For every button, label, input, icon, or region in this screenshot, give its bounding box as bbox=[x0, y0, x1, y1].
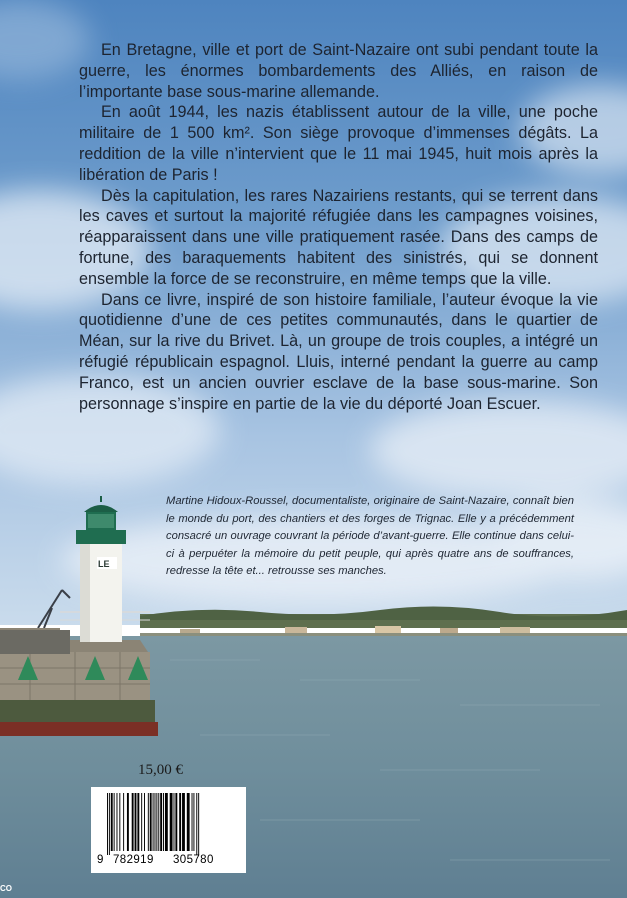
synopsis-paragraph-1: En Bretagne, ville et port de Saint-Nazaire ont subi pendant toute la guerre, les énormes bombardements des Alliés, en raison de l’importante base sous-marine allemande. bbox=[79, 41, 598, 101]
isbn-left-group: 782919 bbox=[113, 854, 154, 866]
barcode-bar bbox=[123, 793, 124, 851]
barcode-bar bbox=[187, 793, 190, 851]
isbn-digits bbox=[91, 854, 246, 868]
barcode-bar bbox=[117, 793, 118, 851]
price: 15,00 € bbox=[138, 762, 183, 778]
barcode-bar bbox=[198, 793, 199, 855]
lighthouse-sign: LE bbox=[98, 559, 110, 569]
barcode-bar bbox=[165, 793, 168, 851]
synopsis-paragraph-3: Dès la capitulation, les rares Nazairiens restants, qui se terrent dans les caves et surtout la majorité réfugiée dans les campagnes voisines, réapparaissent dans une ville pratiquement rasée. Dans des camps de fortune, des baraquements habitent des sinistrés, qui se donnent ensemble la force de se reconstruire, en même temps que la ville. bbox=[79, 186, 598, 288]
barcode-bar bbox=[141, 793, 142, 851]
barcode-bar bbox=[132, 793, 134, 851]
barcode-bar bbox=[114, 793, 115, 851]
barcode-bar bbox=[156, 793, 157, 851]
barcode-bar bbox=[192, 793, 193, 851]
synopsis bbox=[79, 40, 598, 414]
barcode-bar bbox=[182, 793, 185, 851]
barcode-bar bbox=[153, 793, 154, 851]
synopsis-paragraph-2: En août 1944, les nazis établissent autour de la ville, une poche militaire de 1 500 km². Son siège provoque d’immenses dégâts. La reddition de la ville n’intervient que le 11 mai 1945, huit mois après la libération de Paris ! bbox=[79, 103, 598, 184]
barcode-bar bbox=[109, 793, 110, 855]
barcode-bar bbox=[170, 793, 173, 851]
barcode-bar bbox=[158, 793, 159, 851]
author-bio: Martine Hidoux-Roussel, documentaliste, originaire de Saint-Nazaire, connaît bien le monde du port, des chantiers et des forges de Trignac. Elle y a précédemment consacré un ouvrage couvrant la période d’avant-guerre. Elle continue dans celui-ci à perpuéter la mémoire du petit peuple, qui après quatre ans de souffrances, redresse la tête et... retrousse ses manches. bbox=[166, 495, 574, 578]
isbn-right-group: 305780 bbox=[173, 854, 214, 866]
barcode-bar bbox=[193, 793, 194, 851]
barcode-bar bbox=[119, 793, 120, 851]
barcode-bar bbox=[135, 793, 137, 851]
corner-tag: CO bbox=[0, 884, 12, 893]
barcode-bar bbox=[137, 793, 139, 851]
barcode-bar bbox=[107, 793, 108, 855]
isbn-first-digit: 9 bbox=[97, 854, 104, 866]
barcode-bar bbox=[111, 793, 113, 851]
barcode-bar bbox=[174, 793, 175, 851]
barcode-bar bbox=[155, 793, 156, 851]
jetty bbox=[0, 612, 158, 736]
barcode-bar bbox=[148, 793, 149, 851]
barcode-bar bbox=[160, 793, 162, 851]
barcode-bar bbox=[127, 793, 129, 851]
barcode-bar bbox=[163, 793, 164, 851]
barcode-bar bbox=[179, 793, 181, 851]
synopsis-paragraph-4: Dans ce livre, inspiré de son histoire familiale, l’auteur évoque la vie quotidienne d’une de ces petites communautés, dans le quartier de Méan, sur la rive du Brivet. Là, un groupe de trois couples, a intégré un réfugié républicain espagnol. Lluis, interné pendant la guerre au camp Franco, est un ancien ouvrier esclave de la base sous-marine. Son personnage s’inspire en partie de la vie du déporté Joan Escuer. bbox=[79, 290, 598, 413]
barcode-bar bbox=[150, 793, 152, 851]
barcode-bar bbox=[144, 793, 145, 851]
isbn-barcode bbox=[91, 787, 246, 873]
barcode-bar bbox=[196, 793, 197, 855]
barcode-bar bbox=[175, 793, 177, 851]
